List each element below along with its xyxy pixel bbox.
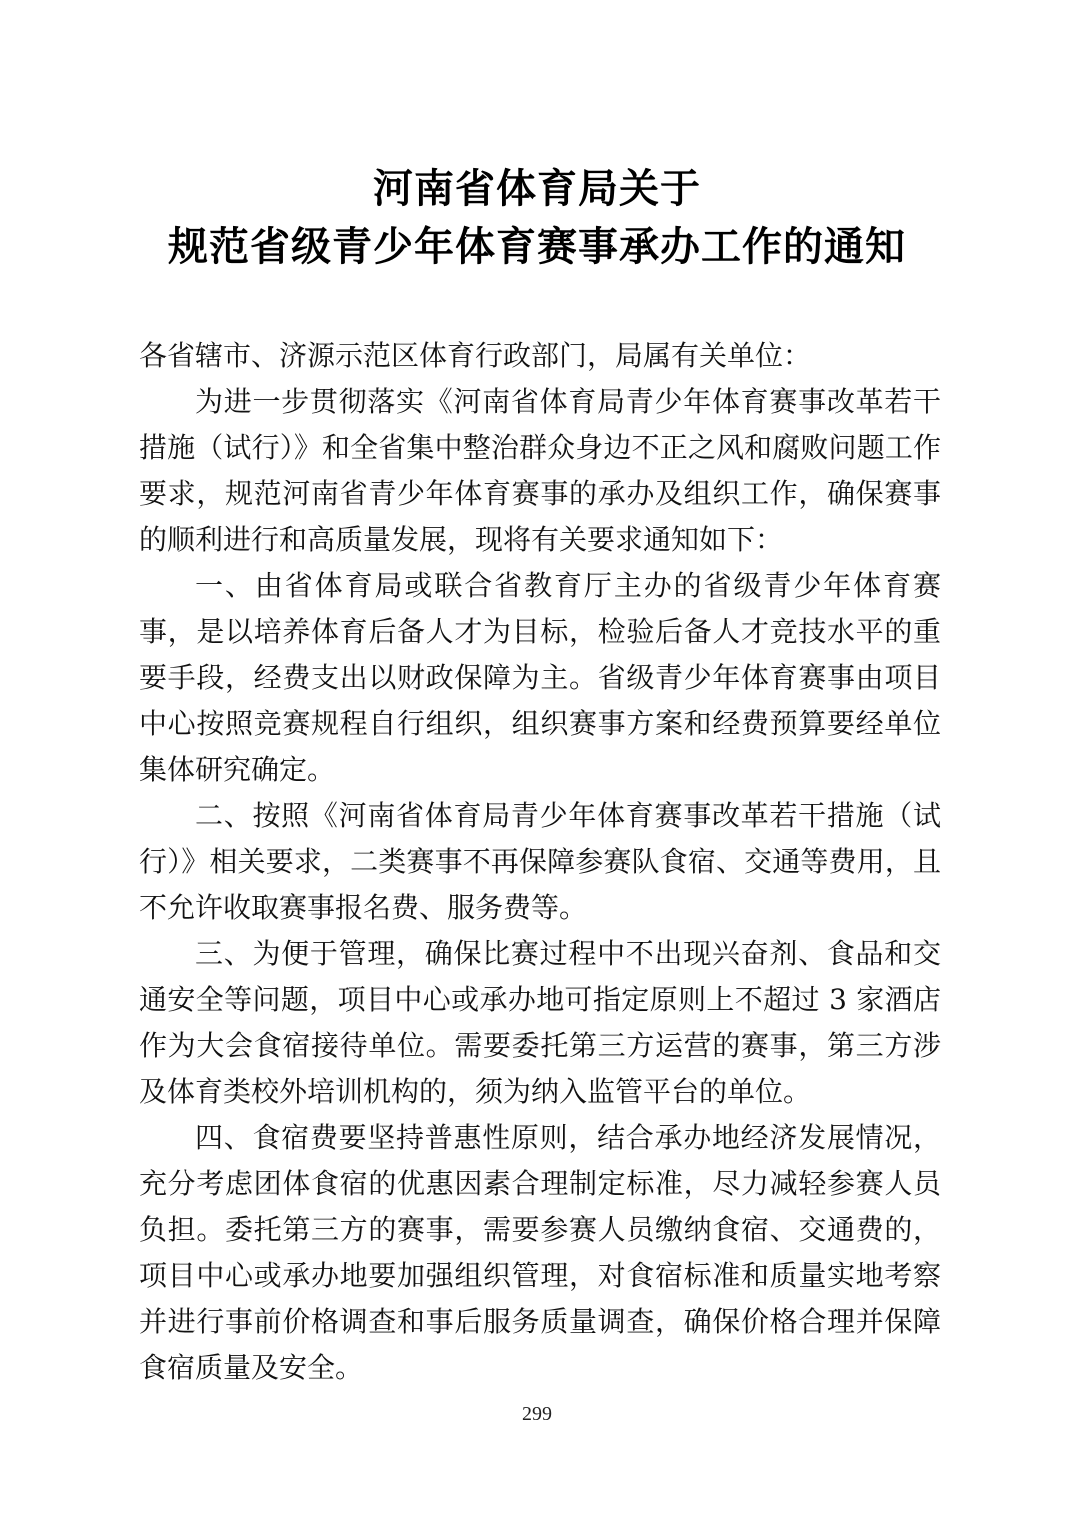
salutation: 各省辖市、济源示范区体育行政部门，局属有关单位： xyxy=(139,339,812,372)
page-number: 299 xyxy=(522,1403,552,1425)
paragraph-item-4: 四、食宿费要坚持普惠性原则，结合承办地经济发展情况，充分考虑团体食宿的优惠因素合理制定标准，尽力减轻参赛人员负担。委托第三方的赛事，需要参赛人员缴纳食宿、交通费的，项目中心或承办地要加强组织管理，对食宿标准和质量实地考察并进行事前价格调查和事后服务质量调查，确保价格合理并保障食宿质量及安全。 xyxy=(139,1121,941,1384)
title-line-2: 规范省级青少年体育赛事承办工作的通知 xyxy=(168,224,906,270)
paragraph-item-3: 三、为便于管理，确保比赛过程中不出现兴奋剂、食品和交通安全等问题，项目中心或承办地可指定原则上不超过 3 家酒店作为大会食宿接待单位。需要委托第三方运营的赛事，第三方涉及体育类校外培训机构的，须为纳入监管平台的单位。 xyxy=(139,937,941,1108)
paragraph-intro: 为进一步贯彻落实《河南省体育局青少年体育赛事改革若干措施（试行）》和全省集中整治群众身边不正之风和腐败问题工作要求，规范河南省青少年体育赛事的承办及组织工作，确保赛事的顺利进行和高质量发展，现将有关要求通知如下： xyxy=(139,385,941,556)
document-body xyxy=(139,333,941,1391)
paragraph-item-1: 一、由省体育局或联合省教育厅主办的省级青少年体育赛事，是以培养体育后备人才为目标，检验后备人才竞技水平的重要手段，经费支出以财政保障为主。省级青少年体育赛事由项目中心按照竞赛规程自行组织，组织赛事方案和经费预算要经单位集体研究确定。 xyxy=(139,569,941,786)
title-line-1: 河南省体育局关于 xyxy=(373,166,701,212)
paragraph-item-2: 二、按照《河南省体育局青少年体育赛事改革若干措施（试行）》相关要求，二类赛事不再保障参赛队食宿、交通等费用，且不允许收取赛事报名费、服务费等。 xyxy=(139,799,941,924)
document-title xyxy=(0,160,1074,276)
